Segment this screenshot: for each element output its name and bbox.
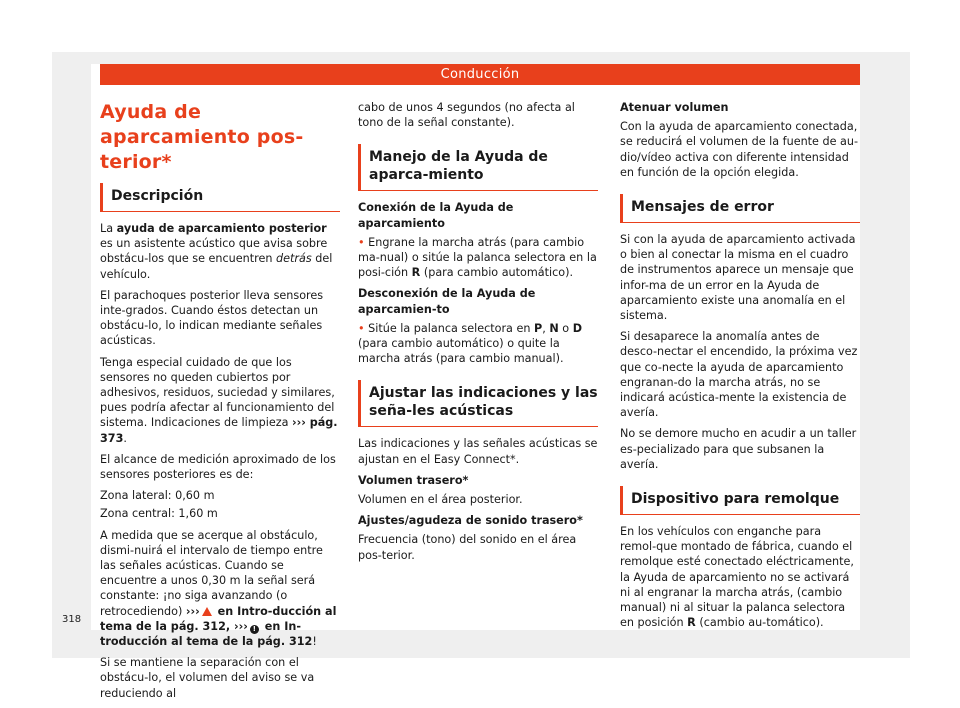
paragraph: En los vehículos con enganche para remol-que montado de fábrica, cuando el remolque esté conectado eléctricamente, la Ayuda de aparcamiento no se activará ni al engranar la marcha atrás, (cambio manual) ni al situar la palanca selectora en posición R (cambio au-tomático). [620, 525, 854, 630]
page-number: 318 [62, 614, 82, 625]
bullet-icon: • [358, 235, 369, 249]
heading-mensajes-error: Mensajes de error [620, 194, 860, 223]
paragraph: Con la ayuda de aparcamiento conectada, se reducirá el volumen de la fuente de au-dio/vídeo activa con diferente intensidad en función de la opción elegida. [620, 120, 859, 179]
paragraph: A medida que se acerque al obstáculo, dismi-nuirá el intervalo de tiempo entre las señales acústicas. Cuando se encuentre a unos 0,30 m la señal será constante: ¡no siga avanzando (o retrocediendo) ››› en Intro-ducción al tema de la pág. 312, ››› ! en In-troducción al tema de la pág. 312! [100, 528, 337, 649]
subheading-agudeza: Ajustes/agudeza de sonido trasero* [358, 514, 583, 528]
paragraph: Tenga especial cuidado de que los sensores no queden cubiertos por adhesivos, residuos, suciedad y similares, pues podría afectar al funcionamiento del sistema. Indicaciones de limpieza ››› pág. 373. [100, 355, 338, 445]
range-central: Zona central: 1,60 m [100, 507, 218, 521]
paragraph: Las indicaciones y las señales acústicas se ajustan en el Easy Connect*. [358, 437, 598, 466]
bullet-item: • Sitúe la palanca selectora en P, N o D (para cambio automático) o quite la marcha atrás (para cambio manual). [358, 321, 582, 366]
paragraph: Si desaparece la anomalía antes de desco-nectar el encendido, la próxima vez que co-necte la ayuda de aparcamiento engranan-do la marcha atrás, no se indicará acústica-mente la existencia de avería. [620, 330, 858, 420]
heading-remolque: Dispositivo para remolque [620, 486, 860, 515]
column-left [100, 100, 340, 707]
bullet-icon: • [358, 321, 369, 335]
subheading-volumen: Volumen trasero* [358, 473, 469, 487]
heading-ajustar: Ajustar las indicaciones y las seña-les acústicas [358, 380, 598, 427]
chapter-header: Conducción [100, 64, 860, 85]
paragraph: Volumen en el área posterior. [358, 493, 523, 507]
subheading-atenuar: Atenuar volumen [620, 101, 729, 114]
column-right [620, 100, 860, 636]
link-page-373[interactable]: ››› pág. 373 [100, 416, 338, 445]
subheading-conexion: Conexión de la Ayuda de aparcamiento [358, 201, 514, 230]
paragraph: El parachoques posterior lleva sensores inte-grados. Cuando éstos detectan un obstácu-lo, lo indican mediante señales acústicas. [100, 288, 324, 348]
range-lateral: Zona lateral: 0,60 m [100, 489, 215, 503]
heading-manejo: Manejo de la Ayuda de aparca-miento [358, 144, 598, 191]
paragraph: No se demore mucho en acudir a un taller es-pecializado para que subsanen la avería. [620, 427, 857, 471]
info-circle-icon: ! [250, 625, 259, 634]
paragraph: El alcance de medición aproximado de los sensores posteriores es de: [100, 452, 336, 482]
paragraph: La ayuda de aparcamiento posterior es un asistente acústico que avisa sobre obstácu-los que se encuentren detrás del vehículo. [100, 222, 333, 281]
column-middle [358, 100, 598, 569]
paragraph: Frecuencia (tono) del sonido en el área pos-terior. [358, 533, 577, 562]
link-intro-312-warning[interactable]: en Intro-ducción al tema de la pág. 312, ››› [100, 604, 337, 633]
paragraph: Si con la ayuda de aparcamiento activada o bien al conectar la misma en el cuadro de instrumentos aparece un mensaje que infor-ma de un error en la Ayuda de aparcamiento existe una anomalía en el sistema. [620, 233, 856, 323]
paragraph: cabo de unos 4 segundos (no afecta al tono de la señal constante). [358, 101, 575, 130]
warning-triangle-icon [202, 607, 212, 616]
heading-descripcion: Descripción [100, 183, 340, 212]
paragraph: Si se mantiene la separación con el obstácu-lo, el volumen del aviso se va reduciendo al [100, 656, 315, 700]
link-intro-312-info[interactable]: en In-troducción al tema de la pág. 312 [100, 619, 313, 649]
subheading-desconexion: Desconexión de la Ayuda de aparcamien-to [358, 287, 536, 316]
page-title: Ayuda de aparcamiento pos- terior* [100, 101, 304, 173]
bullet-item: • Engrane la marcha atrás (para cambio ma-nual) o sitúe la palanca selectora en la posi-ción R (para cambio automático). [358, 235, 597, 280]
